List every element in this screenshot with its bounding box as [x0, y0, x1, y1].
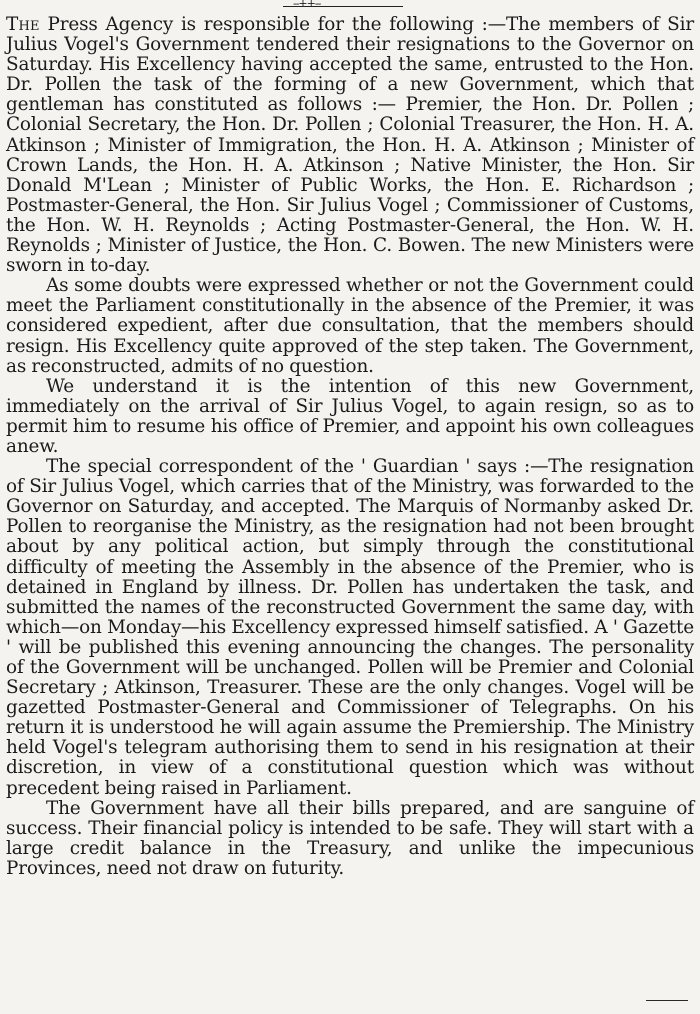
closing-dash [646, 1000, 688, 1001]
article-paragraph-1 [6, 15, 694, 276]
article-paragraph-4: The special correspondent of the ' Guardian ' says :—The resignation of Sir Julius Vogel, which carries that of the Ministry, was forwarded to the Governor on Saturday, and accepted. The Marquis of Normanby asked Dr. Pollen to reorganise the Ministry, as the resignation had not been brought about by any political action, but simply through the constitutional difficulty of meeting the Assembly in the absence of the Premier, who is detained in England by illness. Dr. Pollen has undertaken the task, and submitted the names of the reconstructed Government the same day, with which—on Monday—his Excellency expressed himself satisfied. A ' Gazette ' will be published this evening announcing the changes. The personality of the Government will be unchanged. Pollen will be Premier and Colonial Secretary ; Atkinson, Treasurer. These are the only changes. Vogel will be gazetted Postmaster-General and Commissioner of Telegraphs. On his return it is understood he will again assume the Premiership. The Ministry held Vogel's telegram authorising them to send in his resignation at their discretion, in view of a constitutional question which was without precedent being raised in Parliament. [6, 456, 694, 799]
lead-word: The [6, 14, 40, 35]
article-paragraph-5: The Government have all their bills prepared, and are sanguine of success. Their financial policy is intended to be safe. They will start with a large credit balance in the Treasury, and unlike the impecunious Provinces, need not draw on futurity. [6, 797, 694, 879]
news-article [6, 15, 694, 879]
article-paragraph-2: As some doubts were expressed whether or not the Government could meet the Parliament constitutionally in the absence of the Premier, it was considered expedient, after due consultation, that the members should resign. His Excellency quite approved of the step taken. The Government, as reconstructed, admits of no question. [6, 275, 694, 377]
paragraph-1-text: Press Agency is responsible for the following :—The members of Sir Julius Vogel's Government tendered their resignations to the Governor on Saturday. His Excellency having accepted the same, entrusted to the Hon. Dr. Pollen the task of the forming of a new Government, which that gentleman has constituted as follows :— Premier, the Hon. Dr. Pollen ; Colonial Secretary, the Hon. Dr. Pollen ; Colonial Treasurer, the Hon. H. A. Atkinson ; Minister of Immigration, the Hon. H. A. Atkinson ; Minister of Crown Lands, the Hon. H. A. Atkinson ; Native Minister, the Hon. Sir Donald M'Lean ; Minister of Public Works, the Hon. E. Richardson ; Postmaster-General, the Hon. Sir Julius Vogel ; Commissioner of Customs, the Hon. W. H. Reynolds ; Acting Postmaster-General, the Hon. W. H. Reynolds ; Minister of Justice, the Hon. C. Bowen. The new Ministers were sworn in to-day. [6, 14, 694, 277]
section-divider-ornament: --++-- [293, 0, 321, 10]
article-paragraph-3: We understand it is the intention of this new Government, immediately on the arrival of Sir Julius Vogel, to again resign, so as to permit him to resume his office of Premier, and appoint his own colleagues anew. [6, 375, 694, 457]
